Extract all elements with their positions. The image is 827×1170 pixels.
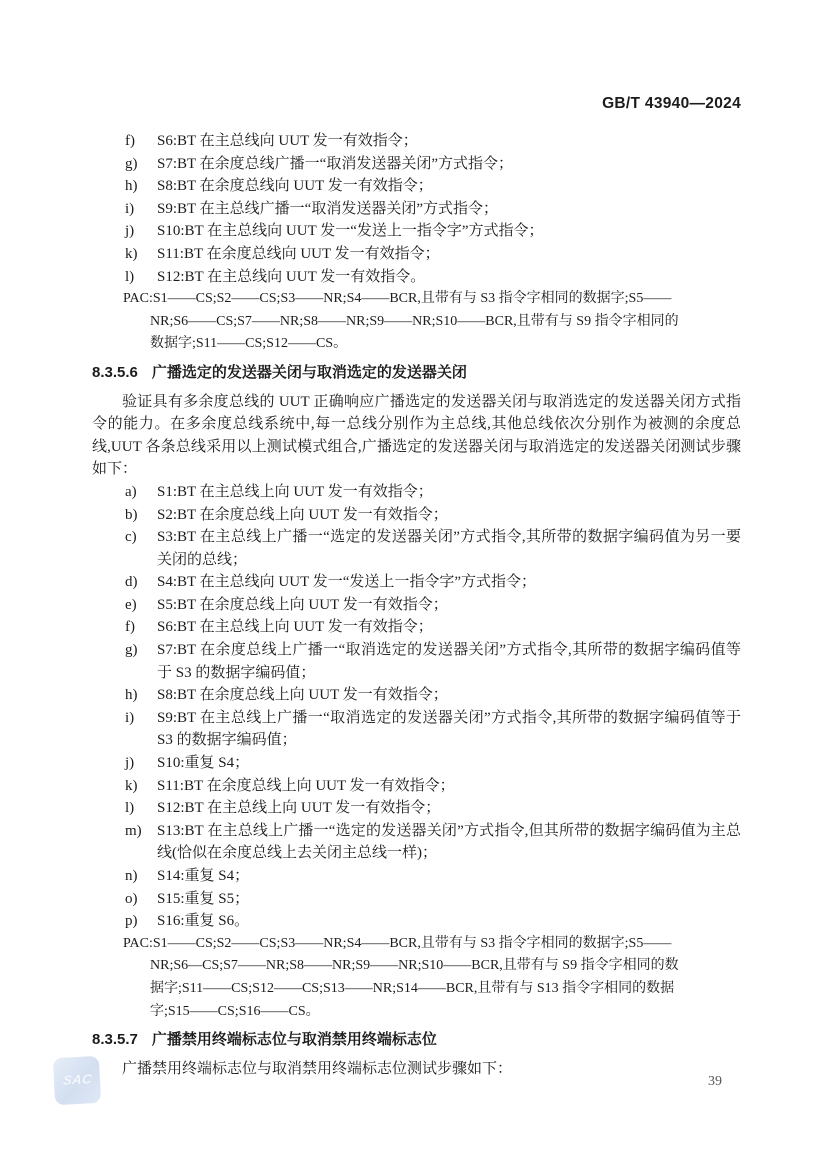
list-item-marker: i)	[125, 709, 135, 726]
list-item-text: S8:BT 在余度总线上向 UUT 发一有效指令；	[157, 687, 448, 704]
list-item-marker: i)	[125, 200, 135, 217]
list-item	[125, 571, 741, 594]
list-item	[125, 153, 741, 176]
list-item-text: S9:BT 在主总线上广播一“取消选定的发送器关闭”方式指令,其所带的数据字编码值等于 S3 的数据字编码值；	[157, 709, 741, 749]
list-item-marker: j)	[125, 223, 135, 240]
list-item	[125, 865, 741, 888]
list-item-marker: f)	[125, 619, 135, 636]
list-item	[125, 684, 741, 707]
list-item	[125, 820, 741, 865]
pac-line: PAC:S1——CS;S2——CS;S3——NR;S4——BCR,且带有与 S3 指令字相同的数据字;S5——	[123, 291, 672, 307]
list-item-text: S8:BT 在余度总线向 UUT 发一有效指令；	[157, 178, 433, 195]
list-item-marker: n)	[125, 868, 138, 884]
list-item-marker: h)	[125, 178, 138, 195]
list-item	[125, 797, 741, 820]
list-item-marker: p)	[125, 913, 138, 930]
page-number: 39	[708, 1074, 722, 1089]
list-item-marker: g)	[125, 155, 138, 172]
list-item-text: S2:BT 在余度总线上向 UUT 发一有效指令；	[157, 506, 448, 523]
list-item	[125, 481, 741, 504]
list-item-marker: e)	[125, 596, 137, 613]
pac-line: 据字;S11——CS;S12——CS;S13——NR;S14——BCR,且带有与 S13 指令字相同的数据	[150, 980, 675, 996]
pac-line: 数据字;S11——CS;S12——CS。	[150, 336, 348, 352]
list-item-text: S15:重复 S5；	[157, 890, 250, 907]
list-item	[125, 526, 741, 571]
list-item	[125, 752, 741, 775]
list-item-marker: f)	[125, 133, 135, 149]
closing-paragraph: 广播禁用终端标志位与取消禁用终端标志位测试步骤如下：	[122, 1060, 513, 1077]
section-title: 广播禁用终端标志位与取消禁用终端标志位	[151, 1031, 437, 1049]
section-heading-8-3-5-7	[92, 1029, 741, 1052]
list-item-marker: c)	[125, 529, 137, 546]
list-item	[125, 198, 741, 221]
list-item-text: S10:BT 在主总线向 UUT 发一“发送上一指令字”方式指令；	[157, 223, 544, 240]
test-steps-list-2	[92, 481, 741, 933]
list-item	[125, 888, 741, 911]
list-item	[125, 266, 741, 289]
list-item-text: S12:BT 在主总线向 UUT 发一有效指令。	[157, 268, 426, 285]
list-item-text: S7:BT 在余度总线上广播一“取消选定的发送器关闭”方式指令,其所带的数据字编码值等于 S3 的数据字编码值；	[157, 642, 741, 681]
section-title: 广播选定的发送器关闭与取消选定的发送器关闭	[151, 363, 467, 381]
section-number: 8.3.5.6	[92, 363, 138, 381]
list-item	[125, 910, 741, 933]
pac-line: PAC:S1——CS;S2——CS;S3——NR;S4——BCR,且带有与 S3 指令字相同的数据字;S5——	[123, 935, 672, 951]
list-item-marker: l)	[125, 800, 135, 817]
page-content	[92, 94, 741, 1080]
list-item-text: S12:BT 在主总线上向 UUT 发一有效指令；	[157, 800, 441, 817]
list-item-text: S11:BT 在余度总线上向 UUT 发一有效指令；	[157, 777, 455, 794]
list-item-marker: a)	[125, 483, 137, 500]
list-item	[125, 220, 741, 243]
list-item-text: S5:BT 在余度总线上向 UUT 发一有效指令；	[157, 596, 448, 613]
sac-watermark-logo	[53, 1056, 101, 1105]
pac-result-block-1	[92, 288, 741, 356]
list-item-text: S7:BT 在余度总线广播一“取消发送器关闭”方式指令；	[157, 155, 513, 172]
pac-result-block-2	[92, 933, 741, 1023]
list-item-text: S6:BT 在主总线向 UUT 发一有效指令；	[157, 133, 418, 149]
list-item-text: S9:BT 在主总线广播一“取消发送器关闭”方式指令；	[157, 200, 498, 217]
list-item-text: S13:BT 在主总线上广播一“选定的发送器关闭”方式指令,但其所带的数据字编码值为主总线(恰似在余度总线上去关闭主总线一样)；	[157, 822, 741, 862]
doc-number-header: GB/T 43940—2024	[602, 95, 741, 112]
list-item	[125, 639, 741, 684]
pac-line: NR;S6—CS;S7——NR;S8——NR;S9——NR;S10——BCR,且带有与 S9 指令字相同的数	[150, 958, 679, 974]
list-item-text: S14:重复 S4；	[157, 868, 250, 884]
list-item	[125, 243, 741, 266]
section-number: 8.3.5.7	[92, 1031, 138, 1049]
list-item-marker: j)	[125, 755, 135, 772]
sac-logo-text: SAC	[61, 1071, 93, 1089]
list-item-marker: k)	[125, 245, 138, 262]
list-item-text: S11:BT 在余度总线向 UUT 发一有效指令；	[157, 245, 440, 262]
list-item	[125, 504, 741, 527]
test-steps-list-1	[92, 130, 741, 288]
pac-line: 字;S15——CS;S16——CS。	[150, 1003, 320, 1019]
list-item-text: S6:BT 在主总线上向 UUT 发一有效指令；	[157, 619, 433, 636]
list-item	[125, 175, 741, 198]
list-item-text: S4:BT 在主总线向 UUT 发一“发送上一指令字”方式指令；	[157, 574, 537, 591]
list-item-text: S10:重复 S4；	[157, 755, 250, 772]
list-item-text: S3:BT 在主总线上广播一“选定的发送器关闭”方式指令,其所带的数据字编码值为另一要关闭的总线；	[157, 529, 741, 568]
list-item	[125, 594, 741, 617]
list-item	[125, 775, 741, 798]
list-item-marker: o)	[125, 890, 138, 907]
list-item-text: S16:重复 S6。	[157, 913, 250, 930]
list-item	[125, 616, 741, 639]
list-item-marker: h)	[125, 687, 138, 704]
list-item-marker: b)	[125, 506, 138, 523]
list-item	[125, 707, 741, 752]
list-item-marker: k)	[125, 777, 138, 794]
intro-paragraph: 验证具有多余度总线的 UUT 正确响应广播选定的发送器关闭与取消选定的发送器关闭方式指令的能力。在多余度总线系统中,每一总线分别作为主总线,其他总线依次分别作为被测的余度总线,UUT 各条总线采用以上测试模式组合,广播选定的发送器关闭与取消选定的发送器关闭测试步骤如下：	[92, 393, 741, 478]
list-item-text: S1:BT 在主总线上向 UUT 发一有效指令；	[157, 483, 433, 500]
list-item-marker: g)	[125, 642, 138, 659]
pac-line: NR;S6——CS;S7——NR;S8——NR;S9——NR;S10——BCR,且带有与 S9 指令字相同的	[150, 313, 679, 329]
list-item-marker: d)	[125, 574, 138, 591]
list-item-marker: m)	[125, 822, 142, 839]
list-item	[125, 130, 741, 153]
section-heading-8-3-5-6	[92, 362, 741, 385]
list-item-marker: l)	[125, 268, 135, 285]
